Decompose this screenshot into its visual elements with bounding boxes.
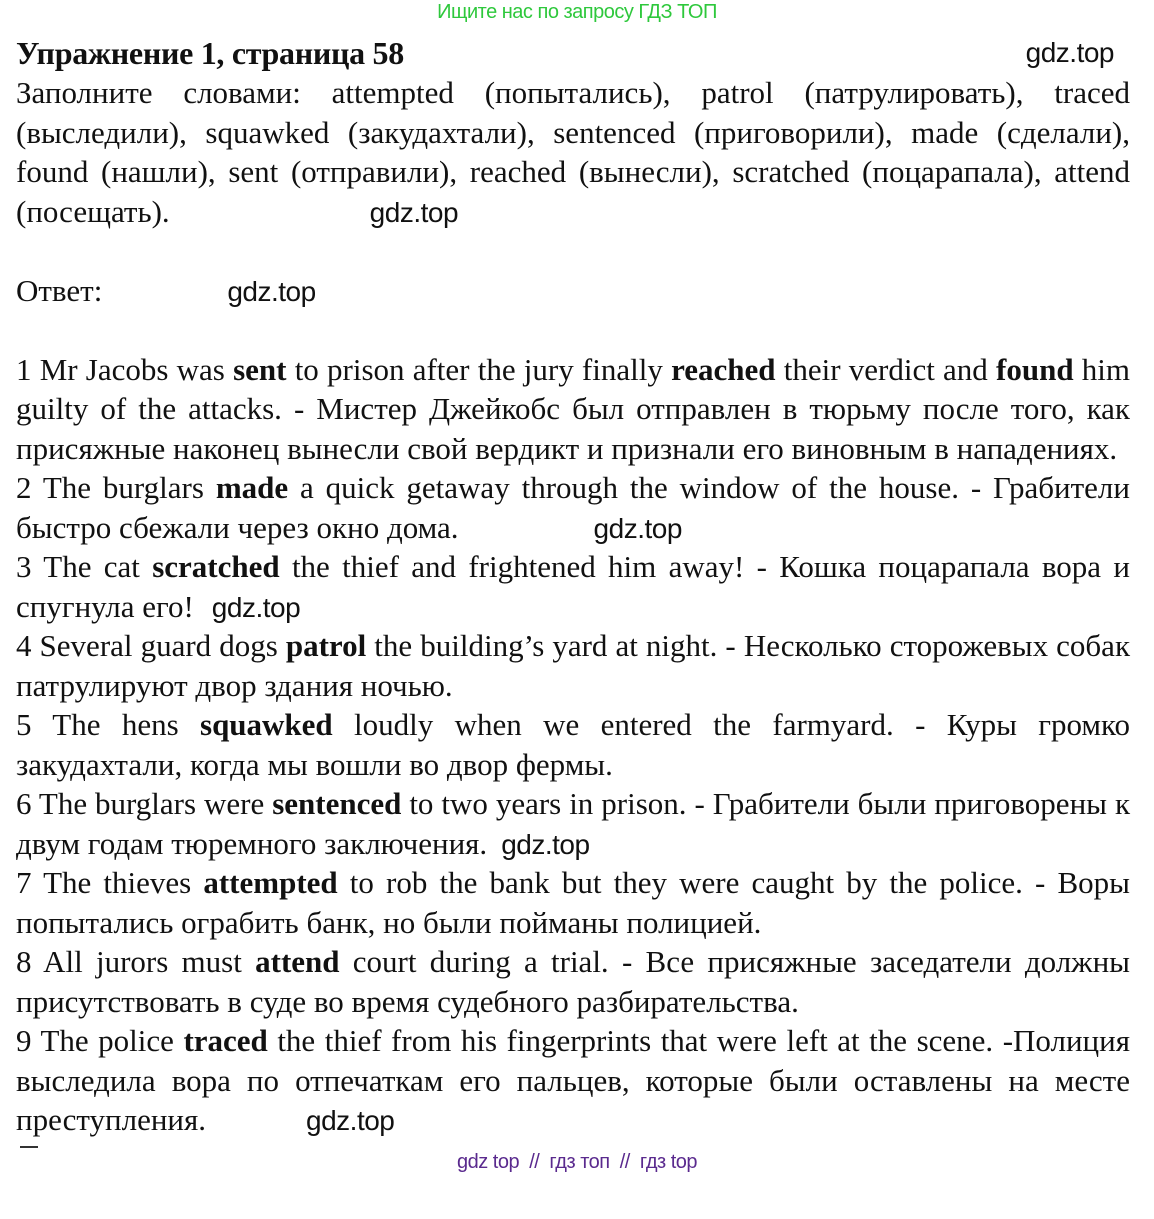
answer-item: [16, 863, 1130, 942]
watermark: gdz.top: [593, 512, 682, 544]
divider: [20, 1146, 38, 1148]
sentence-text: to rob the bank but they were caught by the police. - Воры попытались ограбить банк, но были пойманы полицией.: [16, 865, 1131, 940]
sentence-text: a quick getaway through the window of the house. - Грабители быстро сбежали через окно дома.: [16, 470, 1130, 545]
answer-word: scratched: [152, 549, 280, 584]
sentence-text: the building’s yard at night. - Несколько сторожевых собак патрулируют двор здания ночью.: [16, 628, 1131, 703]
answer-word: made: [215, 470, 289, 505]
answer-word: patrol: [285, 628, 367, 663]
answer-label: Ответ:: [16, 272, 103, 308]
sentence-text: him guilty of the attacks. - Мистер Джейкобс был отправлен в тюрьму после того, как присяжные наконец вынесли свой вердикт и признали его виновным в нападениях.: [16, 351, 1131, 466]
watermark: gdz.top: [211, 591, 301, 623]
sentence-text: to two years in prison. - Грабители были приговорены к двум годам тюремного заключения.: [16, 786, 1130, 861]
answer-item: [16, 547, 1130, 626]
answer-item: [16, 350, 1130, 469]
task-instructions: [16, 73, 1130, 231]
answer-word: sent: [233, 351, 287, 387]
bottom-banner: gdz top // гдз топ // гдз top: [456, 1150, 698, 1173]
page-title: Упражнение 1, страница 58: [16, 35, 404, 71]
instructions-text: Заполните словами: attempted (попытались), patrol (патрулировать), traced (выследили), squawked (закудахтали), sentenced (приговорили), made (сделали), found (нашли), sent (отправили), reached (вынесли), scratched (поцарапала), attend (посещать).: [16, 75, 1130, 229]
answer-item: [16, 942, 1130, 1021]
sentence-text: 4 Several guard dogs: [16, 628, 286, 663]
answer-item: [16, 626, 1130, 705]
answer-word: attempted: [203, 865, 338, 900]
watermark: gdz.top: [227, 275, 316, 307]
answer-item: [16, 705, 1130, 784]
sentence-text: the thief and frightened him away! - Кошка поцарапала вора и спугнула его!: [16, 549, 1130, 624]
sentence-text: 1 Mr Jacobs was: [16, 351, 234, 387]
sentence-text: 9 The police: [16, 1023, 184, 1058]
answer-word: reached: [671, 351, 776, 387]
sentence-text: 8 All jurors must: [16, 944, 256, 979]
answer-item: [16, 1021, 1130, 1140]
sentence-text: their verdict and: [775, 351, 997, 387]
sentence-text: 3 The cat: [16, 549, 153, 584]
answer-word: sentenced: [272, 786, 402, 821]
sentence-text: 7 The thieves: [16, 865, 204, 900]
watermark: gdz.top: [306, 1105, 395, 1136]
sentence-text: 5 The hens: [16, 707, 200, 742]
top-banner: Ищите нас по запросу ГДЗ ТОП: [437, 1, 717, 23]
answer-list: [16, 350, 1130, 1140]
sentence-text: to prison after the jury finally: [286, 351, 672, 387]
sentence-text: the thief from his fingerprints that were left at the scene. -Полиция выследила вора по отпечаткам его пальцев, которые были оставлены на месте преступления.: [16, 1023, 1130, 1137]
watermark: gdz.top: [369, 196, 459, 228]
answer-item: [16, 784, 1130, 863]
answer-word: attend: [255, 944, 340, 979]
sentence-text: 6 The burglars were: [16, 786, 273, 821]
answer-item: [16, 468, 1130, 547]
answer-word: found: [996, 351, 1074, 387]
sentence-text: 2 The burglars: [16, 470, 216, 505]
watermark: gdz.top: [501, 828, 590, 860]
answer-word: squawked: [200, 707, 333, 742]
answer-section: [16, 271, 1130, 311]
sentence-text: loudly when we entered the farmyard. - Куры громко закудахтали, когда мы вошли во двор фермы.: [16, 707, 1130, 782]
watermark: gdz.top: [1025, 37, 1114, 68]
title-row: [16, 33, 1114, 73]
sentence-text: court during a trial. - Все присяжные заседатели должны присутствовать в суде во время судебного разбирательства.: [16, 944, 1131, 1019]
answer-word: traced: [183, 1023, 268, 1058]
